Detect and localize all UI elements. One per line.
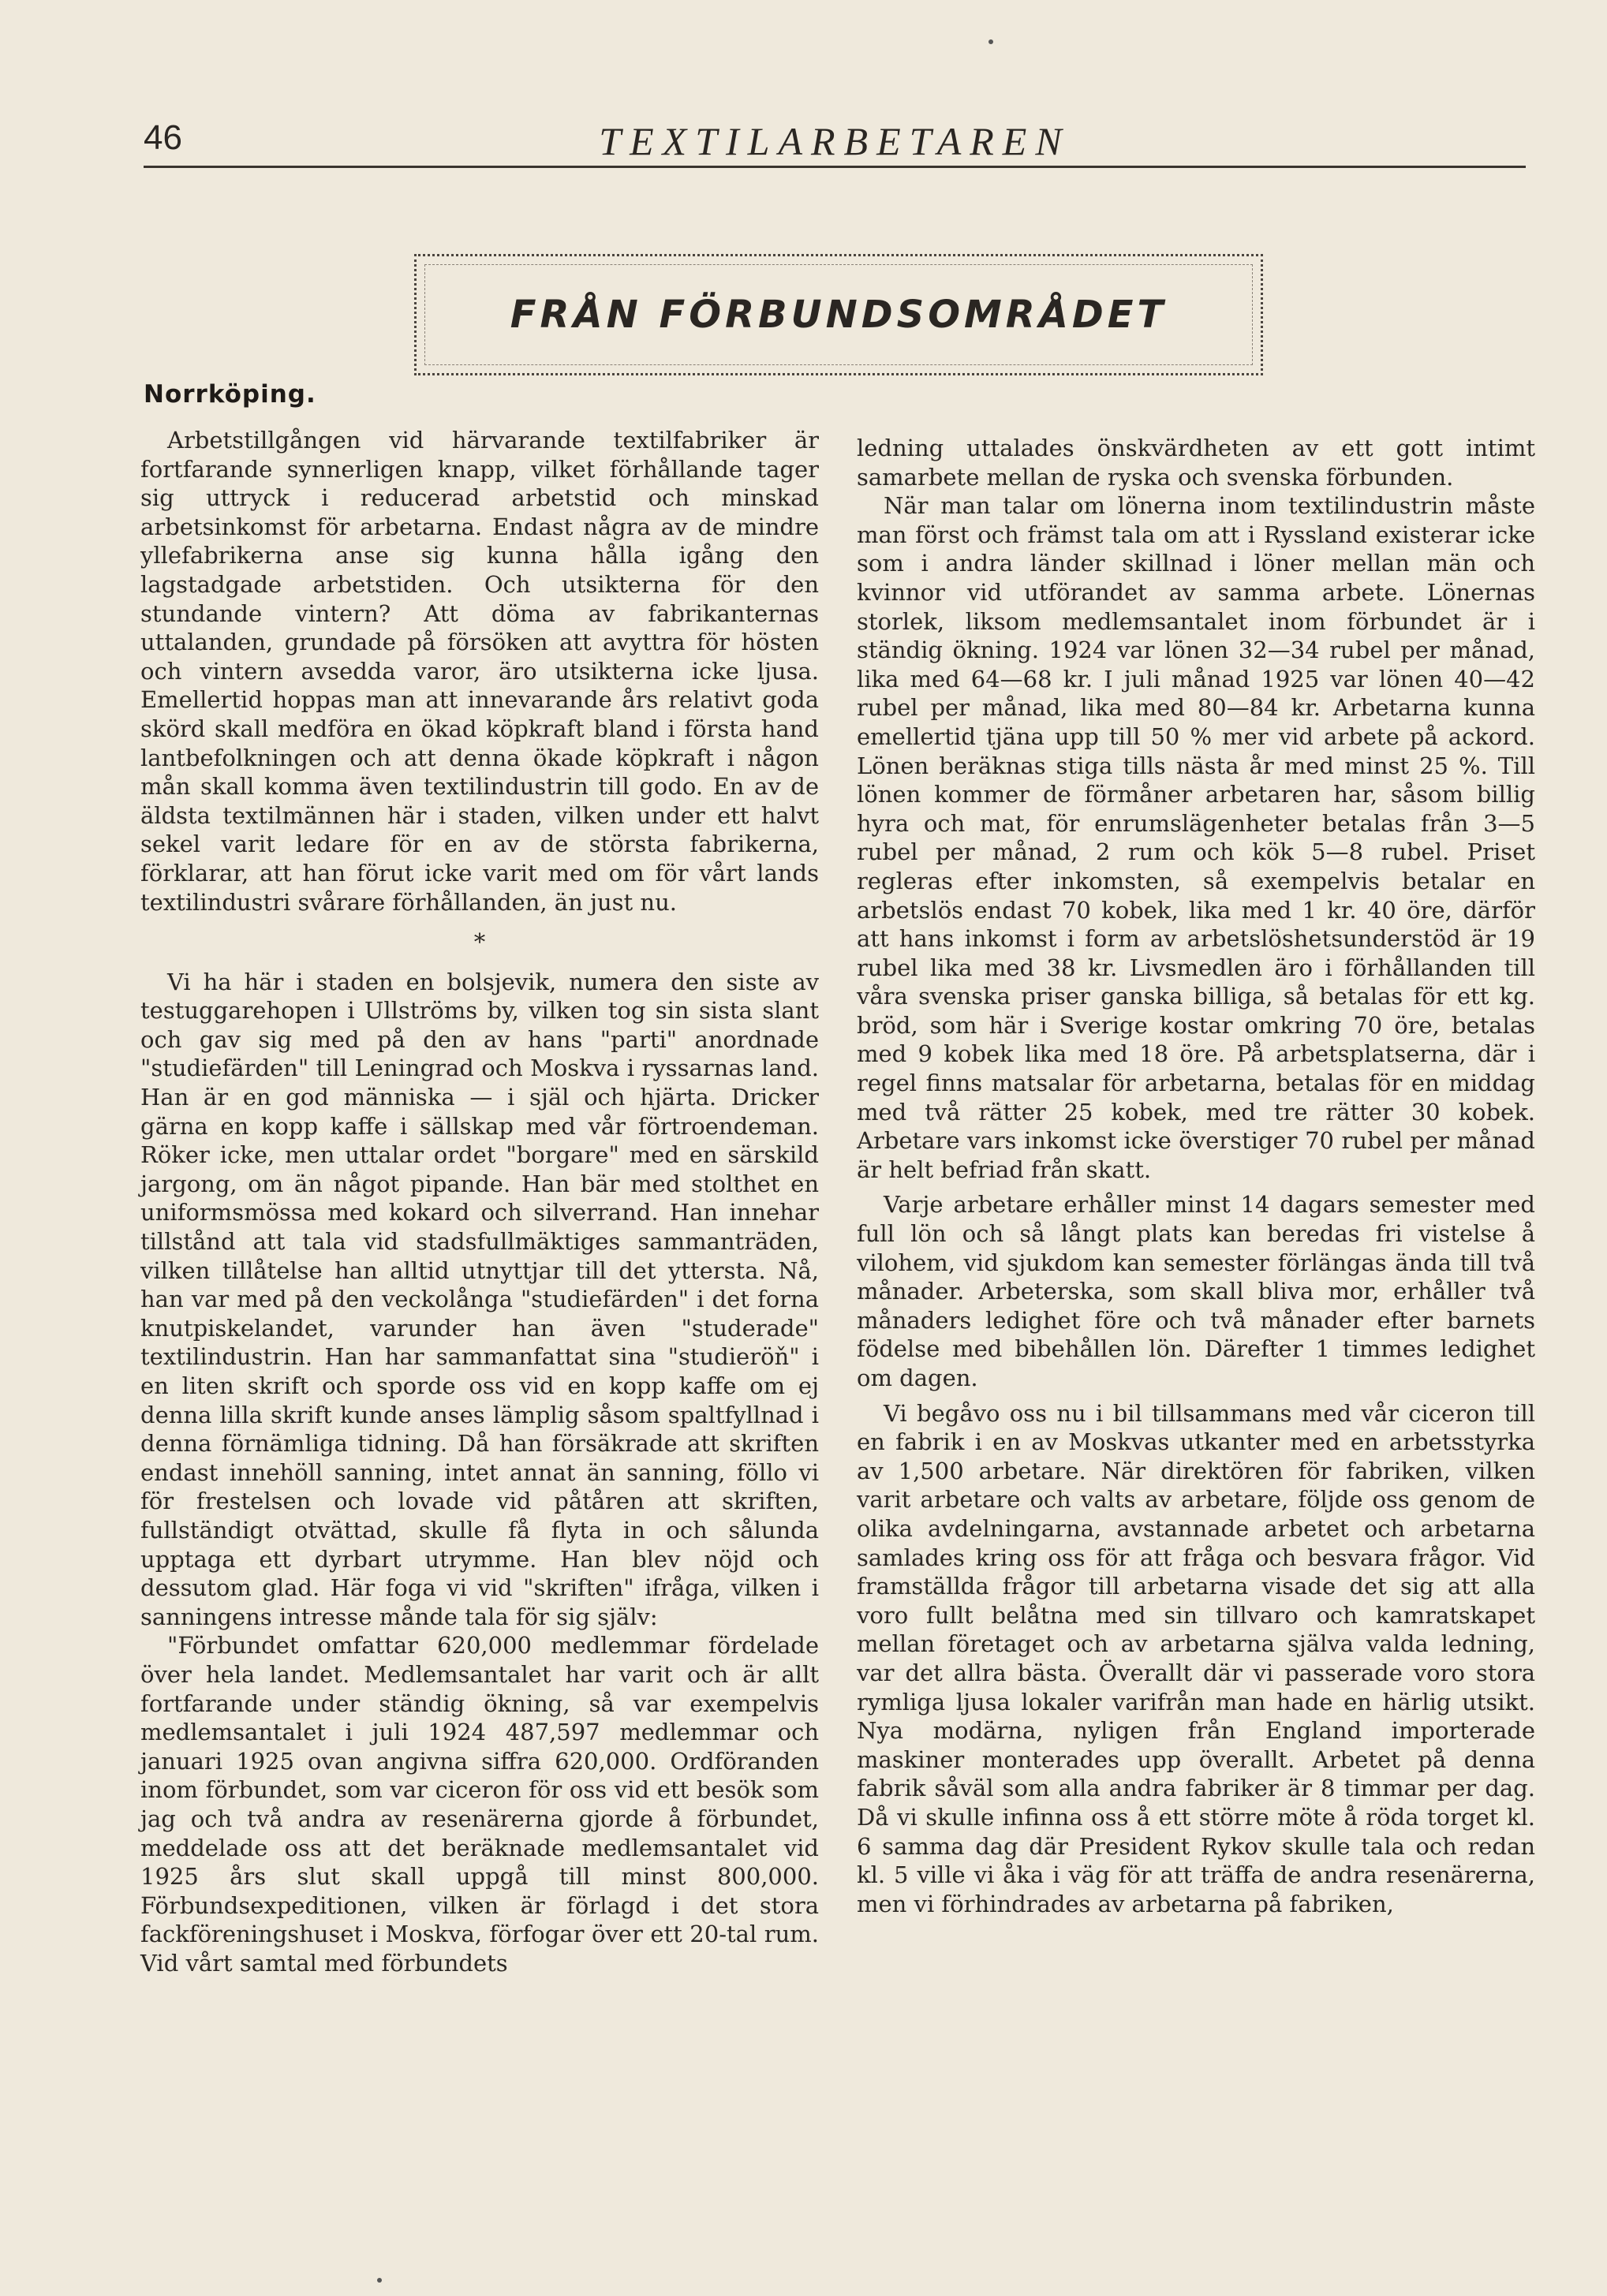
right-column <box>857 434 1535 1918</box>
article-paragraph: Arbetstillgången vid härvarande textilfabriker är fortfarande synnerligen knapp, vilket förhållande tager sig uttryck i reducerad arbetstid och minskad arbetsinkomst för arbetarna. Endast några av de mindre yllefabrikerna anse sig kunna hålla igång den lagstadgade arbetstiden. Och utsikterna för den stundande vintern? Att döma av fabrikanternas uttalanden, grundade på försöken att avyttra för hösten och vintern avsedda varor, äro utsikterna icke ljusa. Emellertid hoppas man att innevarande års relativt goda skörd skall medföra en ökad köpkraft bland i första hand lantbefolkningen och att denna ökade köpkraft i någon mån skall komma även textilindustrin till godo. En av de äldsta textilmännen här i staden, vilken under ett halvt sekel varit ledare för en av de största fabrikerna, förklarar, att han förut icke varit med om för vårt lands textilindustri svårare förhållanden, än just nu. <box>140 427 819 916</box>
section-title-frame <box>414 254 1263 375</box>
article-paragraph: "Förbundet omfattar 620,000 medlemmar fördelade över hela landet. Medlemsantalet har varit och är allt fortfarande under ständig ökning, så var exempelvis medlemsantalet i juli 1924 487,597 medlemmar och januari 1925 ovan angivna siffra 620,000. Ordföranden inom förbundet, som var ciceron för oss vid ett besök som jag och två andra av resenärerna gjorde å förbundet, meddelade oss att det beräknade medlemsantalet vid 1925 års slut skall uppgå till minst 800,000. Förbundsexpeditionen, vilken är förlagd i det stora fackföreningshuset i Moskva, förfogar över ett 20-tal rum. Vid vårt samtal med förbundets <box>140 1632 819 1977</box>
article-paragraph: Vi ha här i staden en bolsjevik, numera den siste av testuggarehopen i Ullströms by, vilken tog sin sista slant och gav sig med på den av hans "parti" anordnade "studiefärden" till Leningrad och Moskva i ryssarnas land. Han är en god människa — i själ och hjärta. Dricker gärna en kopp kaffe i sällskap med vår förtroendeman. Röker icke, men uttalar ordet "borgare" med en särskild jargong, om än något pipande. Han bär med stolthet en uniformsmössa med kokard och silverrand. Han innehar tillstånd att tala vid stadsfullmäktiges sammanträden, vilken tillåtelse han alltid utnyttjar till det yttersta. Nå, han var med på den veckolånga "studiefärden" i det forna knutpiskelandet, varunder han även "studerade" textilindustrin. Han har sammanfattat sina "studieröň" i en liten skrift och sporde oss vid en kopp kaffe om ej denna lilla skrift kunde anses lämplig såsom spaltfyllnad i denna förnämliga tidning. Då han försäkrade att skriften endast innehöll sanning, intet annat än sanning, föllo vi för frestelsen och lovade vid påtåren att skriften, fullständigt otvättad, skulle få flyta in och sålunda upptaga ett dyrbart utrymme. Han blev nöjd och dessutom glad. Här foga vi vid "skriften" ifråga, vilken i sanningens intresse månde tala för sig själv: <box>140 968 819 1630</box>
asterisk-separator: * <box>473 928 486 956</box>
page-header <box>144 118 1526 168</box>
article-paragraph: Vi begåvo oss nu i bil tillsammans med vår ciceron till en fabrik i en av Moskvas utkanter med en arbetsstyrka av 1,500 arbetare. När direktören för fabriken, vilken varit arbetare och valts av arbetare, följde oss genom de olika avdelningarna, avstannade arbetet och arbetarna samlades kring oss för att fråga och besvara frågor. Vid framställda frågor till arbetarna visade det sig att alla voro fullt belåtna med sin tillvaro och kamratskapet mellan företaget och av arbetarna själva valda ledning, var det allra bästa. Överallt där vi passerade voro stora rymliga ljusa lokaler varifrån man hade en härlig utsikt. Nya modärna, nyligen från England importerade maskiner monterades upp överallt. Arbetet på denna fabrik såväl som alla andra fabriker är 8 timmar per dag. Då vi skulle infinna oss å ett större möte å röda torget kl. 6 samma dag där President Rykov skulle tala och redan kl. 5 ville vi åka i väg för att träffa de andra resenärerna, men vi förhindrades av arbetarna på fabriken, <box>857 1399 1535 1917</box>
print-speck <box>988 39 993 44</box>
section-title: FRÅN FÖRBUNDSOMRÅDET <box>510 293 1168 337</box>
article-paragraph: Varje arbetare erhåller minst 14 dagars semester med full lön och så långt plats kan beredas fri vistelse å vilohem, vid sjukdom kan semester förlängas ända till två månader. Arbeterska, som skall bliva mor, erhåller två månaders ledighet före och två månader efter barnets födelse med bibehållen lön. Därefter 1 timmes ledighet om dagen. <box>857 1191 1535 1391</box>
left-column <box>140 426 819 1977</box>
print-speck <box>377 2278 382 2283</box>
location-heading: Norrköping. <box>144 380 316 409</box>
journal-title: TEXTILARBETAREN <box>599 119 1071 163</box>
page-number: 46 <box>144 118 182 157</box>
article-paragraph: ledning uttalades önskvärdheten av ett gott intimt samarbete mellan de ryska och svenska förbunden. <box>857 435 1535 491</box>
article-paragraph: När man talar om lönerna inom textilindustrin måste man först och främst tala om att i Ryssland existerar icke som i andra länder skillnad i löner mellan män och kvinnor vid utförandet av samma arbete. Lönernas storlek, liksom medlemsantalet inom förbundet är i ständig ökning. 1924 var lönen 32—34 rubel per månad, lika med 64—68 kr. I juli månad 1925 var lönen 40—42 rubel per månad, lika med 80—84 kr. Arbetarna kunna emellertid tjäna upp till 50 % mer vid arbete på ackord. Lönen beräknas stiga tills nästa år med minst 25 %. Till lönen kommer de förmåner arbetaren har, såsom billig hyra och mat, för enrumslägenheter betalas från 3—5 rubel per månad, 2 rum och kök 5—8 rubel. Priset regleras efter inkomsten, så exempelvis betalar en arbetslös endast 70 kobek, lika med 1 kr. 40 öre, därför att hans inkomst i form av arbetslöshetsunderstöd är 19 rubel lika med 38 kr. Livsmedlen äro i förhållanden till våra svenska priser ganska billiga, så betalas för ett kg. bröd, som här i Sverige kostar omkring 70 öre, betalas med 9 kobek lika med 18 öre. På arbetsplatserna, där i regel finns matsalar för arbetarna, betalas för en middag med två rätter 25 kobek, med tre rätter 30 kobek. Arbetare vars inkomst icke överstiger 70 rubel per månad är helt befriad från skatt. <box>857 492 1535 1183</box>
